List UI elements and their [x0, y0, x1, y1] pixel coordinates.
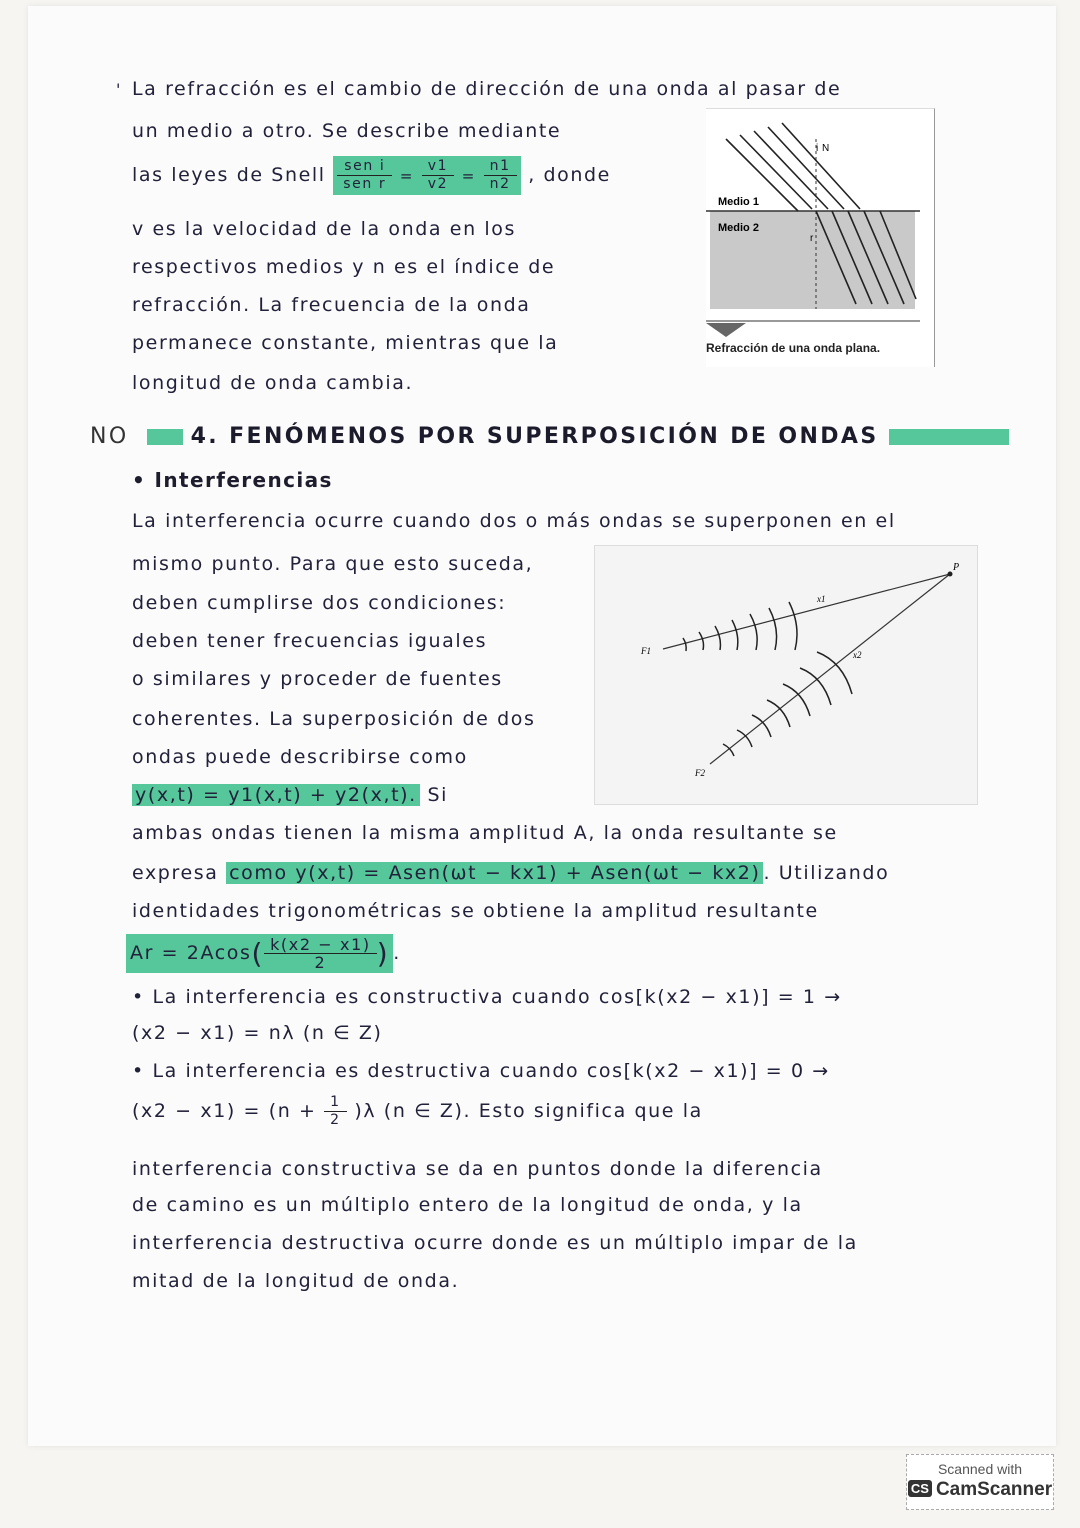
- text-line: ambas ondas tienen la misma amplitud A, la onda resultante se: [132, 822, 838, 844]
- superposition-formula: y(x,t) = y1(x,t) + y2(x,t).: [132, 784, 420, 806]
- snell-intro: las leyes de Snell: [132, 164, 326, 186]
- text-line: • La interferencia es destructiva cuando cos[k(x2 − x1)] = 0 →: [132, 1060, 830, 1082]
- text-line: deben cumplirse dos condiciones:: [132, 592, 507, 614]
- figure-caption: Refracción de una onda plana.: [706, 341, 881, 355]
- text-line: interferencia constructiva se da en puntos donde la diferencia: [132, 1158, 823, 1180]
- text-line: interferencia destructiva ocurre donde es un múltiplo impar de la: [132, 1232, 858, 1254]
- interference-diagram: [595, 546, 977, 804]
- text-line: mismo punto. Para que esto suceda,: [132, 553, 534, 575]
- angle-r-label: r: [810, 233, 814, 244]
- normal-label: N: [822, 143, 830, 154]
- text-line: v es la velocidad de la onda en los: [132, 218, 516, 240]
- text-line: ondas puede describirse como: [132, 746, 468, 768]
- section-title: 4. FENÓMENOS POR SUPERPOSICIÓN DE ONDAS: [190, 424, 879, 449]
- text-line: y(x,t) = y1(x,t) + y2(x,t). Si: [132, 784, 448, 806]
- margin-marker: NO: [90, 424, 129, 449]
- x2-label: x2: [853, 650, 862, 660]
- highlight-bar: [147, 429, 183, 445]
- fraction: $\frac{n1}{n2}$: [484, 158, 517, 193]
- highlight-bar: [889, 429, 1009, 445]
- wave-sum-formula: como y(x,t) = Asen(ωt − kx1) + Asen(ωt − kx2): [226, 862, 763, 884]
- destructive-condition-line: (x2 − x1) = (n + $\frac{1}{2}$ )λ (n ∈ Z). Esto significa que la: [132, 1094, 703, 1128]
- fraction: $\frac{1}{2}$: [324, 1094, 347, 1129]
- text-line: coherentes. La superposición de dos: [132, 708, 536, 730]
- text-line: expresa como y(x,t) = Asen(ωt − kx1) + Asen(ωt − kx2) . Utilizando: [132, 862, 890, 884]
- text-line: identidades trigonométricas se obtiene la amplitud resultante: [132, 900, 819, 922]
- text-line: refracción. La frecuencia de la onda: [132, 294, 531, 316]
- section-heading: [90, 424, 1009, 449]
- text-line: permanece constante, mientras que la: [132, 332, 559, 354]
- bullet-mark: ': [116, 80, 122, 99]
- text-line: un medio a otro. Se describe mediante: [132, 120, 562, 142]
- stamp-line: Scanned with: [937, 1461, 1023, 1477]
- text-line: longitud de onda cambia.: [132, 372, 414, 394]
- text-line: de camino es un múltiplo entero de la longitud de onda, y la: [132, 1194, 803, 1216]
- angle-i-label: i: [816, 143, 819, 154]
- text-line: o similares y proceder de fuentes: [132, 668, 503, 690]
- f2-label: F2: [695, 768, 705, 778]
- camscanner-stamp: [906, 1454, 1054, 1510]
- interference-figure: [594, 545, 978, 805]
- refraction-diagram: [706, 109, 934, 367]
- amplitude-formula-line: Ar = 2Acos( $\frac{k(x2 - x1)}{2}$ ) .: [126, 934, 401, 973]
- text-line: • La interferencia es constructiva cuando cos[k(x2 − x1)] = 1 →: [132, 986, 842, 1008]
- medio-1-label: Medio 1: [718, 196, 759, 208]
- snell-formula: $\frac{\text{sen i}}{\text{sen r}}$ = $\frac{v1}{v2}$ = $\frac{n1}{n2}$: [333, 156, 520, 195]
- text-line: La refracción es el cambio de dirección de una onda al pasar de: [132, 78, 842, 100]
- fraction: $\frac{v1}{v2}$: [422, 158, 454, 193]
- text-line: La interferencia ocurre cuando dos o más ondas se superponen en el: [132, 510, 896, 532]
- wavefronts-f1: [683, 602, 797, 651]
- text-line: (x2 − x1) = nλ (n ∈ Z): [132, 1022, 383, 1044]
- stamp-brand: CS CamScanner: [907, 1479, 1053, 1501]
- f1-label: F1: [641, 646, 651, 656]
- figure-marker: [706, 323, 746, 337]
- snell-line: [132, 156, 611, 195]
- amplitude-formula: Ar = 2Acos( $\frac{k(x2 - x1)}{2}$ ): [126, 934, 393, 973]
- text-line: respectivos medios y n es el índice de: [132, 256, 556, 278]
- point-p-label: P: [953, 562, 960, 573]
- text-line: deben tener frecuencias iguales: [132, 630, 488, 652]
- medio-2-label: Medio 2: [718, 222, 759, 234]
- subheading: • Interferencias: [132, 468, 333, 492]
- refraction-figure: [706, 108, 935, 367]
- fraction: $\frac{\text{sen i}}{\text{sen r}}$: [337, 158, 392, 193]
- text-line: mitad de la longitud de onda.: [132, 1270, 460, 1292]
- x1-label: x1: [817, 594, 826, 604]
- snell-outro: , donde: [528, 164, 611, 186]
- camscanner-logo-icon: CS: [908, 1480, 932, 1497]
